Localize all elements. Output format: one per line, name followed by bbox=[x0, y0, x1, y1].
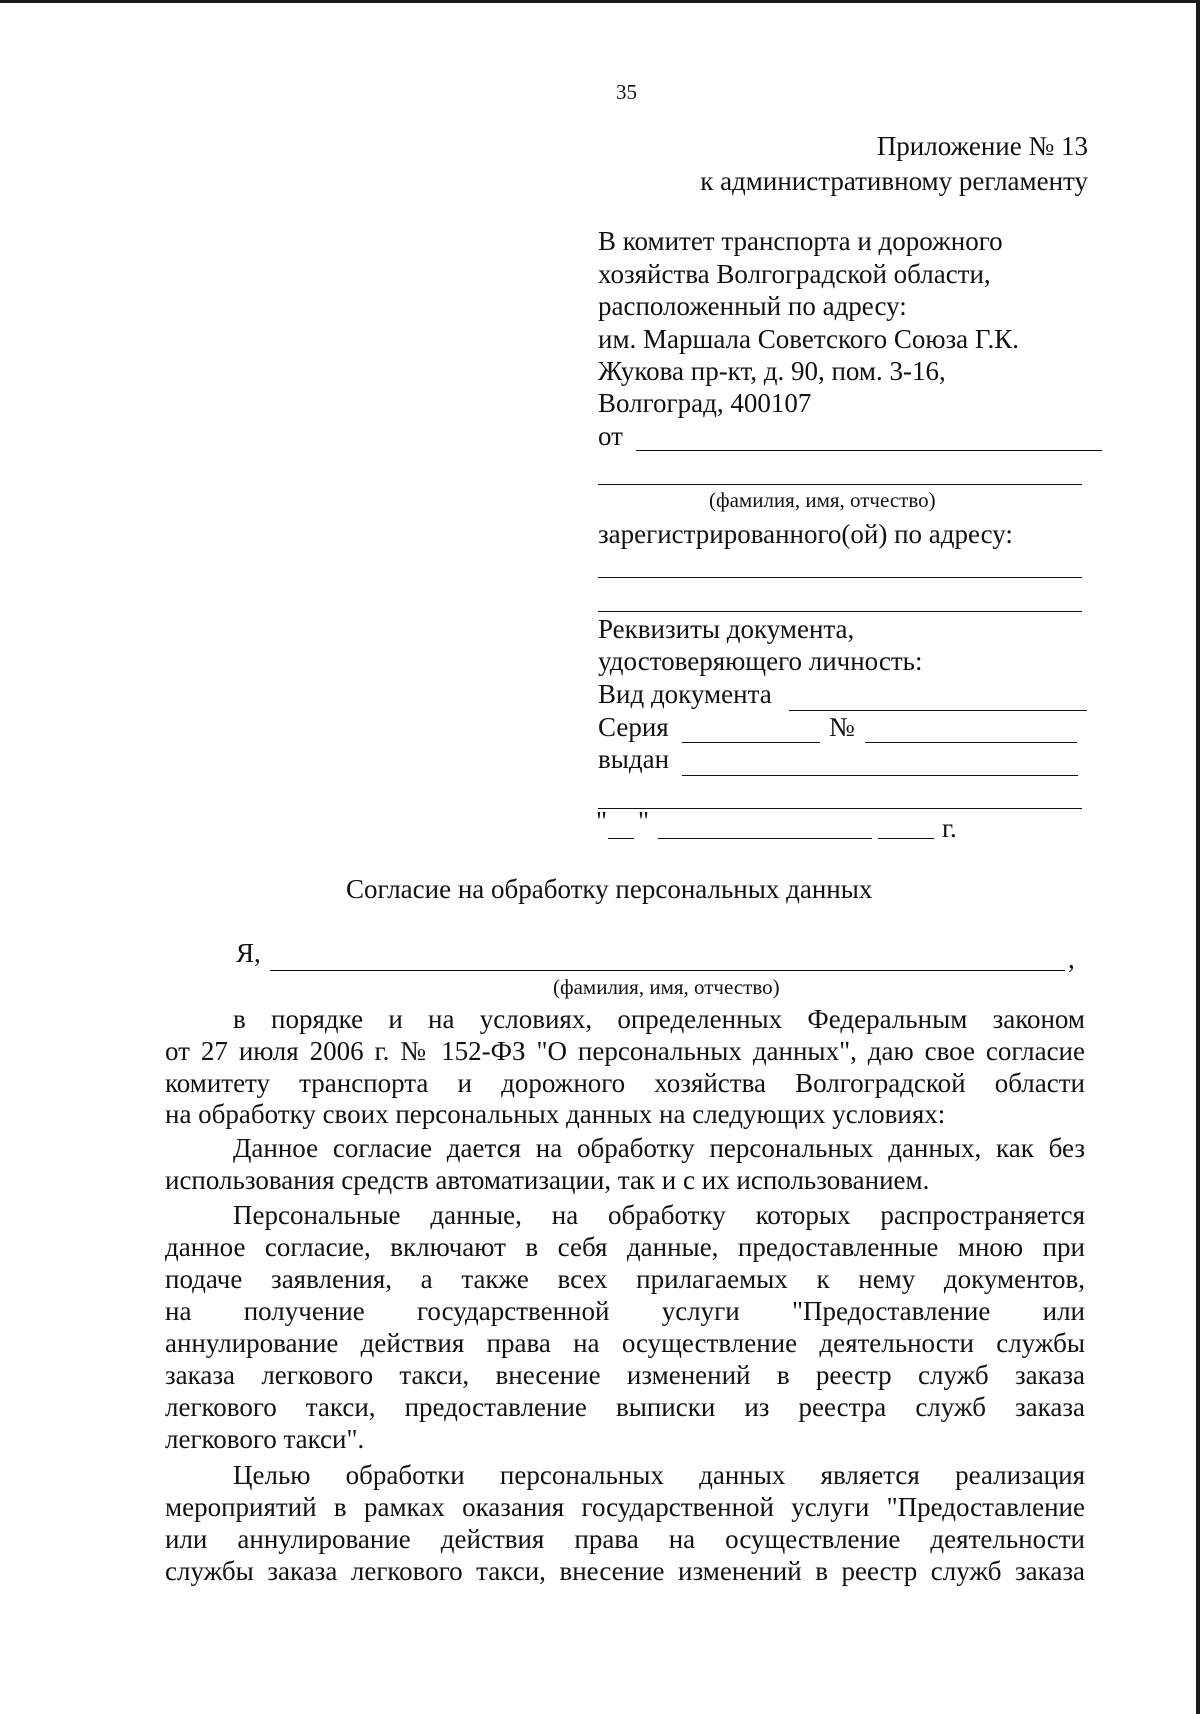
date-quote-open: " bbox=[596, 806, 608, 836]
addressee-line: хозяйства Волгоградской области, bbox=[598, 259, 991, 289]
body-line: или аннулирование действия права на осуществление деятельности bbox=[165, 1524, 1085, 1554]
id-doc-heading: Реквизиты документа, bbox=[598, 614, 855, 644]
body-line: использования средств автоматизации, так и с их использованием. bbox=[165, 1165, 930, 1195]
body-line: легкового такси, предоставление выписки из реестра служб заказа bbox=[165, 1392, 1085, 1422]
year-suffix: г. bbox=[942, 813, 957, 843]
body-line: от 27 июля 2006 г. № 152-ФЗ "О персональных данных", даю свое согласие bbox=[165, 1036, 1085, 1066]
consent-title: Согласие на обработку персональных данных bbox=[346, 874, 873, 904]
body-line: Целью обработки персональных данных является реализация bbox=[233, 1460, 1085, 1490]
body-line: заказа легкового такси, внесение изменений в реестр служб заказа bbox=[165, 1360, 1085, 1390]
number-blank[interactable] bbox=[865, 742, 1077, 743]
issued-blank[interactable] bbox=[682, 775, 1078, 776]
body-line: мероприятий в рамках оказания государственной услуги "Предоставление bbox=[165, 1492, 1085, 1522]
scan-border-right bbox=[1196, 0, 1200, 1714]
issued-label: выдан bbox=[598, 744, 670, 774]
i-comma: , bbox=[1068, 944, 1075, 974]
date-day-blank[interactable] bbox=[608, 838, 634, 839]
body-line: данное согласие, включают в себя данные, предоставленные мною при bbox=[165, 1232, 1085, 1262]
appendix-subtitle: к административному регламенту bbox=[700, 166, 1088, 196]
id-doc-heading-2: удостоверяющего личность: bbox=[598, 646, 923, 676]
series-label: Серия bbox=[598, 712, 669, 742]
date-year-blank[interactable] bbox=[878, 838, 934, 839]
date-quote-close: " bbox=[638, 806, 650, 836]
address-blank-2[interactable] bbox=[598, 611, 1082, 612]
appendix-title: Приложение № 13 bbox=[876, 131, 1088, 161]
series-blank[interactable] bbox=[682, 742, 820, 743]
body-line: подаче заявления, а также всех прилагаемых к нему документов, bbox=[165, 1264, 1085, 1294]
body-line: Данное согласие дается на обработку персональных данных, как без bbox=[233, 1133, 1085, 1163]
date-month-blank[interactable] bbox=[658, 838, 872, 839]
body-line: на обработку своих персональных данных на следующих условиях: bbox=[165, 1099, 946, 1129]
addressee-line: В комитет транспорта и дорожного bbox=[598, 226, 1003, 256]
consent-fio-blank[interactable] bbox=[270, 970, 1065, 971]
body-line: службы заказа легкового такси, внесение изменений в реестр служб заказа bbox=[165, 1556, 1085, 1586]
consent-fio-caption: (фамилия, имя, отчество) bbox=[553, 975, 780, 999]
body-line: комитету транспорта и дорожного хозяйства Волгоградской области bbox=[165, 1068, 1085, 1098]
i-label: Я, bbox=[236, 938, 261, 968]
body-line: на получение государственной услуги "Предоставление или bbox=[165, 1296, 1085, 1326]
addressee-line: расположенный по адресу: bbox=[598, 291, 907, 321]
from-fio-blank[interactable] bbox=[636, 450, 1102, 451]
from-fio-blank-2[interactable] bbox=[598, 484, 1082, 485]
addressee-line: Волгоград, 400107 bbox=[598, 388, 812, 418]
doc-type-blank[interactable] bbox=[789, 710, 1087, 711]
issued-blank-2[interactable] bbox=[598, 808, 1082, 809]
number-label: № bbox=[829, 712, 855, 742]
addressee-line: им. Маршала Советского Союза Г.К. bbox=[598, 324, 1019, 354]
doc-type-label: Вид документа bbox=[598, 679, 772, 709]
registered-label: зарегистрированного(ой) по адресу: bbox=[598, 519, 1013, 549]
body-line: в порядке и на условиях, определенных Федеральным законом bbox=[233, 1004, 1085, 1034]
from-label: от bbox=[598, 421, 623, 451]
address-blank-1[interactable] bbox=[598, 577, 1082, 578]
scan-border-top bbox=[0, 0, 1200, 3]
page-number: 35 bbox=[616, 80, 637, 104]
addressee-line: Жукова пр-кт, д. 90, пом. 3-16, bbox=[598, 356, 946, 386]
body-line: легкового такси". bbox=[165, 1424, 365, 1454]
fio-caption: (фамилия, имя, отчество) bbox=[709, 488, 936, 512]
body-line: аннулирование действия права на осуществление деятельности службы bbox=[165, 1328, 1085, 1358]
body-line: Персональные данные, на обработку которых распространяется bbox=[233, 1200, 1085, 1230]
